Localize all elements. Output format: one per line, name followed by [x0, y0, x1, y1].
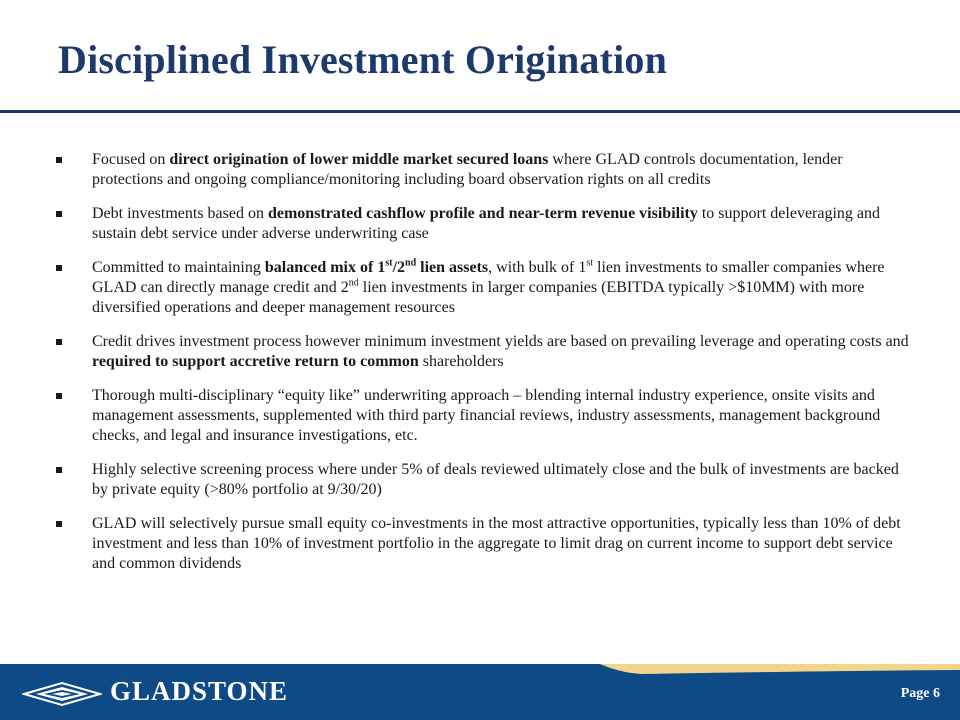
bullet-text: Credit drives investment process however minimum investment yields are based on prevailing leverage and operating costs and: [92, 333, 909, 350]
bullet-bold-text: nd: [405, 257, 417, 269]
bullet-text: lien investments in larger companies (EBITDA typically >$10MM) with more diversified operations and deeper management resources: [92, 279, 865, 316]
bullet-item: [56, 150, 916, 190]
bullet-item: [56, 258, 916, 318]
title-divider: [0, 110, 960, 113]
footer-bar: [0, 664, 960, 720]
bullet-text: Thorough multi-disciplinary “equity like” underwriting approach – blending internal industry experience, onsite visits and management assessments, supplemented with third party financial reviews, industry assessments, management background checks, and legal and insurance investigations, etc.: [92, 387, 881, 444]
brand-name: GLADSTONE: [110, 676, 289, 706]
bullet-item: [56, 386, 916, 446]
bullet-square-icon: [56, 393, 62, 399]
bullet-text: where GLAD controls documentation, lender protections and ongoing compliance/monitoring including board observation rights on all credits: [92, 151, 843, 188]
bullet-item: [56, 204, 916, 244]
bullet-text: nd: [348, 277, 359, 289]
bullet-text: to support deleveraging and sustain debt service under adverse underwriting case: [92, 205, 881, 242]
bullet-bold-text: required to support accretive return to common: [92, 353, 419, 370]
bullet-item: [56, 514, 916, 574]
bullet-bold-text: /2: [392, 259, 406, 276]
bullet-text: Debt investments based on: [92, 205, 268, 222]
bullet-item: [56, 460, 916, 500]
bullet-bold-text: demonstrated cashflow profile and near-term revenue visibility: [267, 205, 698, 222]
bullet-text: st: [586, 257, 594, 269]
bullet-square-icon: [56, 521, 62, 527]
bullet-square-icon: [56, 467, 62, 473]
bullet-square-icon: [56, 339, 62, 345]
bullet-bold-text: st: [385, 257, 393, 269]
bullet-text: GLAD will selectively pursue small equity co-investments in the most attractive opportunities, typically less than 10% of debt investment and less than 10% of investment portfolio in the aggregate to limit drag on current income to support debt service and common dividends: [92, 515, 901, 572]
bullet-text: shareholders: [418, 353, 504, 370]
bullet-item: [56, 332, 916, 372]
bullet-text: lien investments to smaller companies where GLAD can directly manage credit and 2: [92, 259, 885, 296]
bullet-bold-text: lien assets: [416, 259, 489, 276]
gladstone-diamond-logo-icon: [22, 680, 102, 708]
bullet-text: Focused on: [92, 151, 170, 168]
bullet-square-icon: [56, 265, 62, 271]
bullet-text: Committed to maintaining: [92, 259, 265, 276]
bullet-square-icon: [56, 211, 62, 217]
bullet-bold-text: balanced mix of 1: [264, 259, 386, 276]
slide-title: Disciplined Investment Origination: [58, 37, 668, 82]
bullet-square-icon: [56, 157, 62, 163]
bullet-bold-text: direct origination of lower middle market secured loans: [169, 151, 549, 168]
page-number: Page 6: [900, 686, 940, 701]
bullet-text: , with bulk of 1: [488, 259, 587, 276]
bullet-list: [56, 150, 916, 588]
bullet-text: Highly selective screening process where under 5% of deals reviewed ultimately close and the bulk of investments are backed by private equity (>80% portfolio at 9/30/20): [92, 461, 899, 498]
